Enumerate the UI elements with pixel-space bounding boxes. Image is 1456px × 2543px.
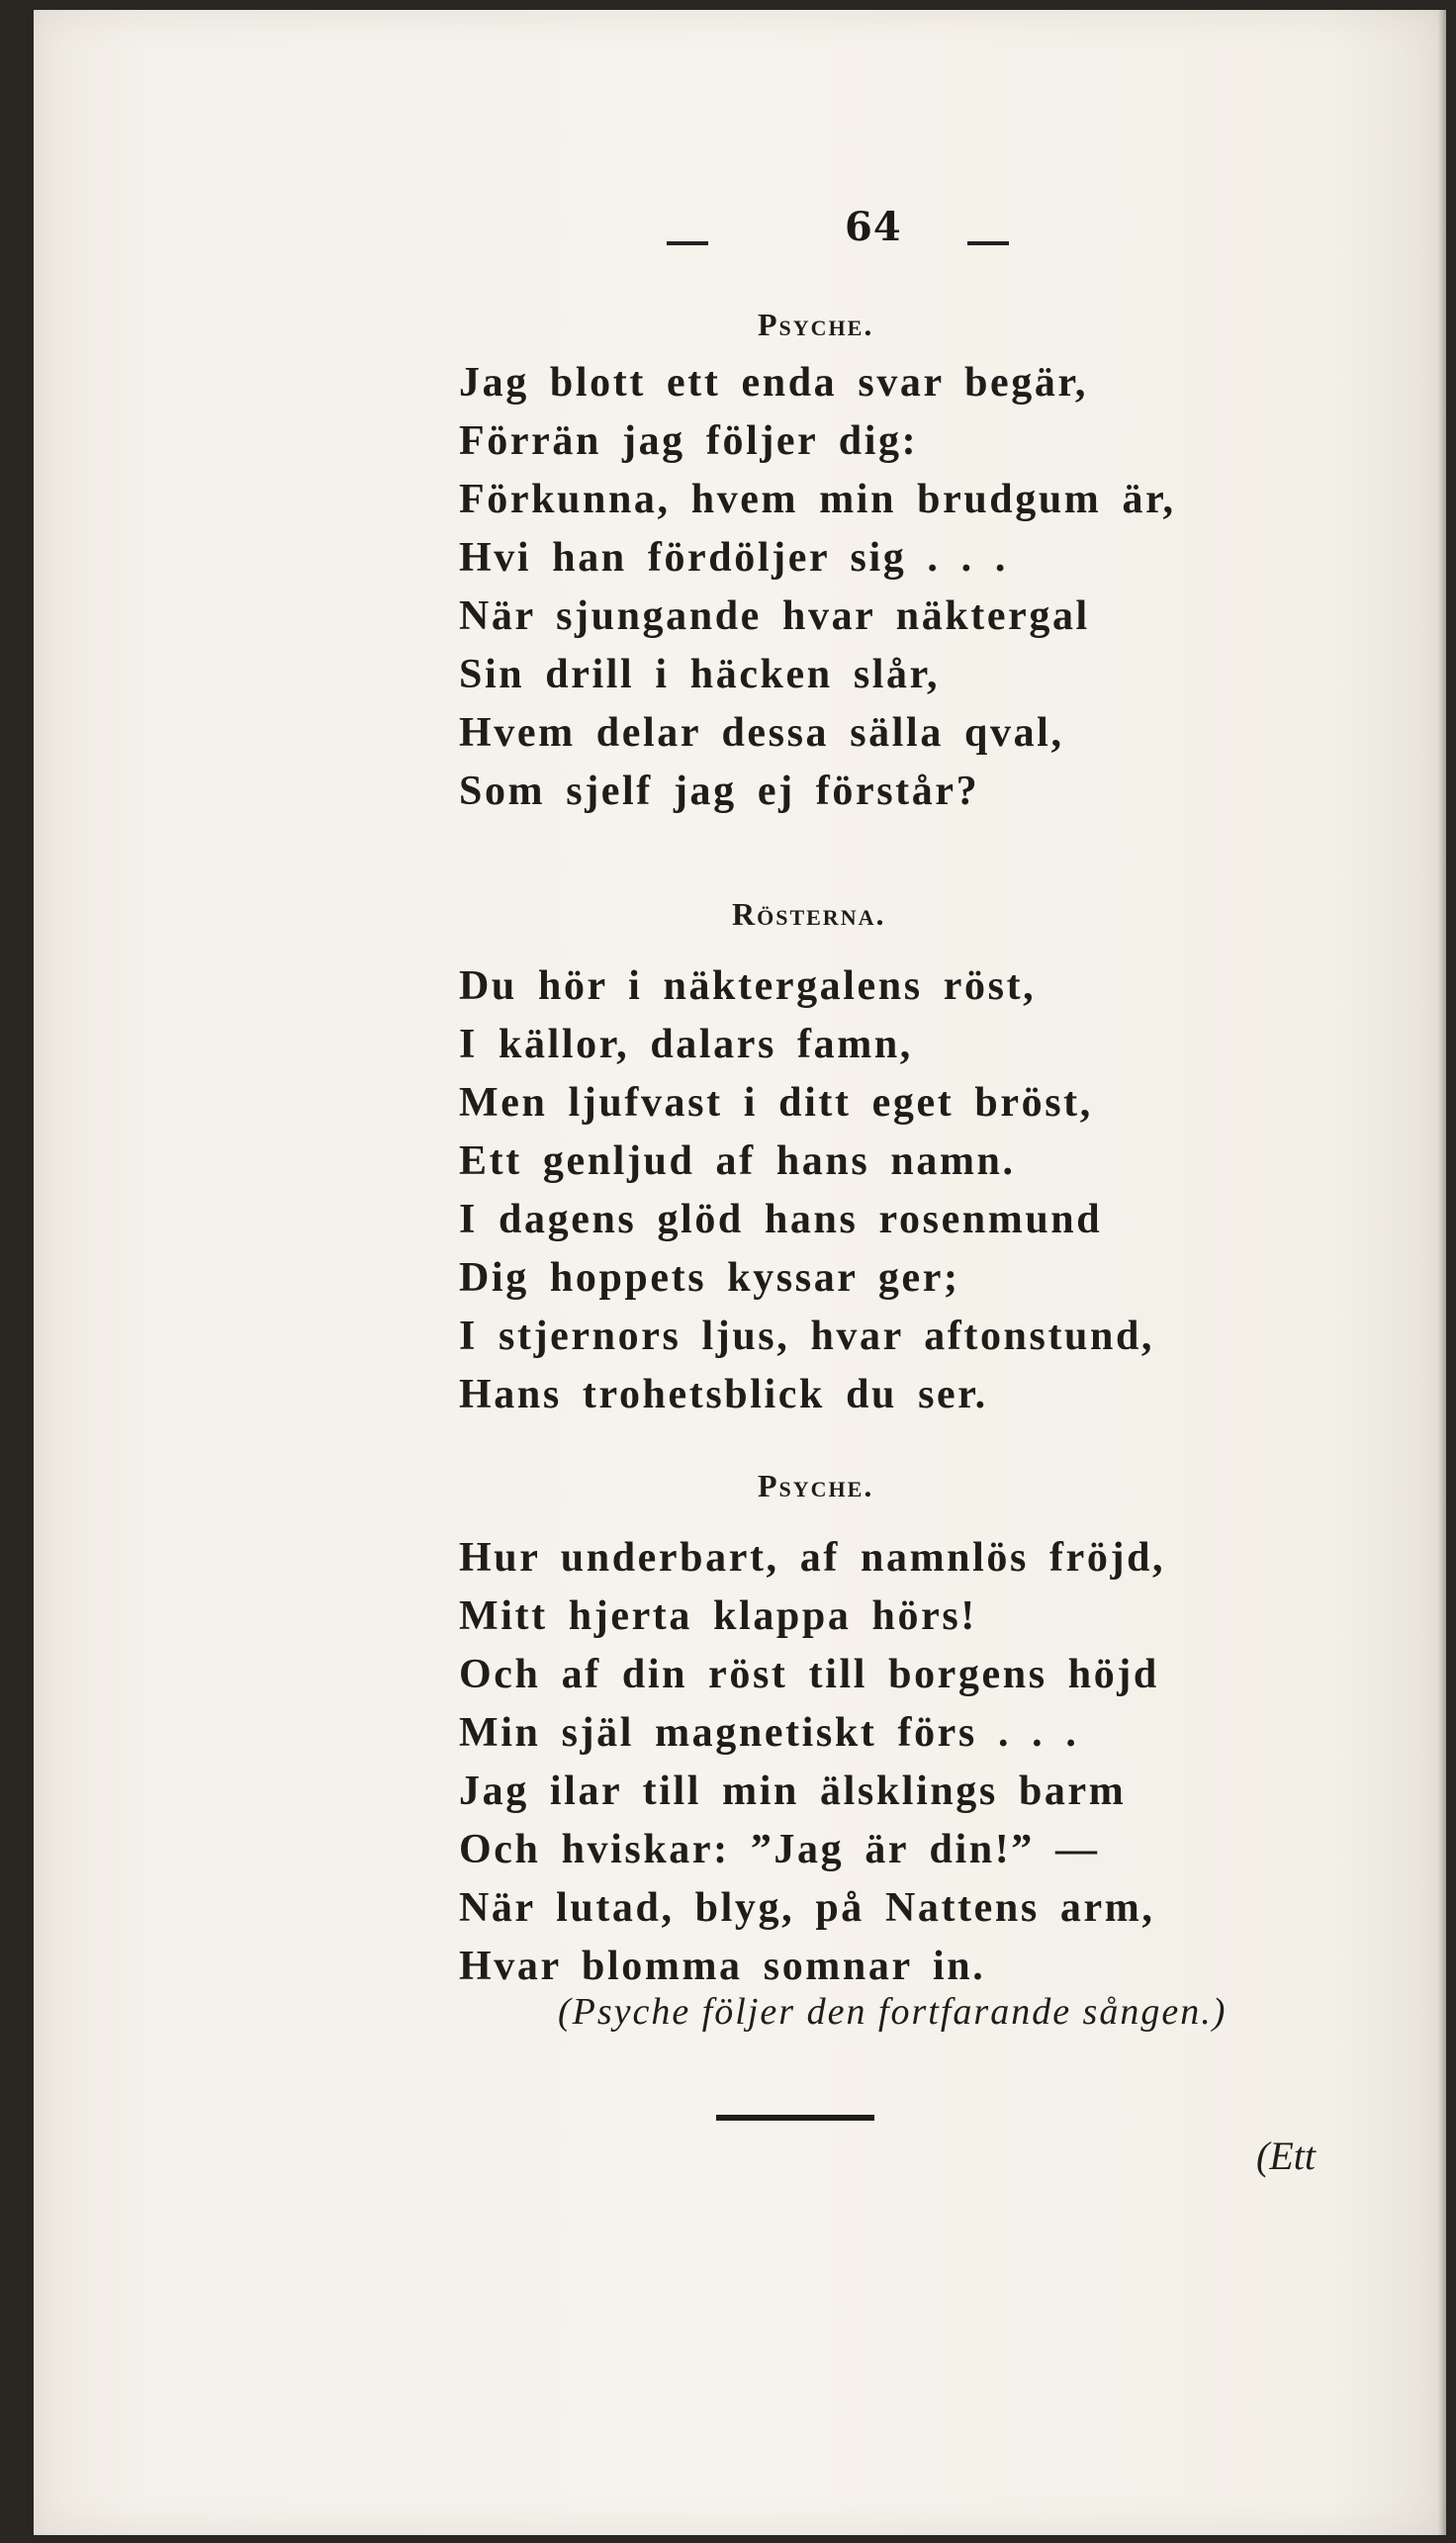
verse-line: Mitt hjerta klappa hörs! — [459, 1593, 977, 1639]
verse-line: Du hör i näktergalens röst, — [459, 963, 1037, 1009]
stanza-2 — [459, 957, 1154, 1424]
stanza-1 — [459, 354, 1176, 821]
page-header — [34, 204, 1446, 273]
verse-line: Jag blott ett enda svar begär, — [459, 360, 1088, 406]
verse-line: Förkunna, hvem min brudgum är, — [459, 477, 1176, 522]
verse-line: Hans trohetsblick du ser. — [459, 1372, 988, 1417]
verse-line: Sin drill i häcken slår, — [459, 652, 941, 697]
verse-line: Och hviskar: ”Jag är din!” — — [459, 1827, 1100, 1872]
header-dash-left — [667, 241, 708, 245]
verse-line: Hur underbart, af namnlös fröjd, — [459, 1535, 1166, 1581]
verse-line: Förrän jag följer dig: — [459, 418, 919, 464]
verse-line: I dagens glöd hans rosenmund — [459, 1197, 1103, 1242]
verse-line: Min själ magnetiskt förs . . . — [459, 1710, 1079, 1756]
verse-line: Som sjelf jag ej förstår? — [459, 769, 980, 814]
speaker-psyche-2: Psyche. — [758, 1468, 874, 1503]
verse-line: Ett genljud af hans namn. — [459, 1138, 1016, 1184]
speaker-rosterna: Rösterna. — [732, 896, 886, 932]
catchword: (Ett — [1256, 2134, 1316, 2178]
verse-line: I källor, dalars famn, — [459, 1022, 913, 1067]
verse-line: När lutad, blyg, på Nattens arm, — [459, 1885, 1155, 1931]
section-rule — [716, 2115, 874, 2121]
page-edge-shadow — [1438, 10, 1446, 2535]
page-number: 64 — [845, 204, 902, 250]
verse-line: Jag ilar till min älsklings barm — [459, 1769, 1127, 1814]
verse-line: Men ljufvast i ditt eget bröst, — [459, 1080, 1093, 1126]
verse-line: Hvi han fördöljer sig . . . — [459, 535, 1008, 581]
verse-line: När sjungande hvar näktergal — [459, 593, 1090, 639]
page-sheet — [34, 10, 1446, 2535]
stanza-3 — [459, 1529, 1165, 1996]
verse-line: Och af din röst till borgens höjd — [459, 1652, 1159, 1697]
verse-line: Hvar blomma somnar in. — [459, 1944, 986, 1989]
verse-line: I stjernors ljus, hvar aftonstund, — [459, 1314, 1155, 1359]
stage-direction: (Psyche följer den fortfarande sången.) — [558, 1991, 1228, 2033]
verse-line: Dig hoppets kyssar ger; — [459, 1255, 960, 1301]
speaker-psyche-1: Psyche. — [758, 307, 874, 342]
header-dash-right — [967, 241, 1009, 245]
verse-line: Hvem delar dessa sälla qval, — [459, 710, 1064, 756]
